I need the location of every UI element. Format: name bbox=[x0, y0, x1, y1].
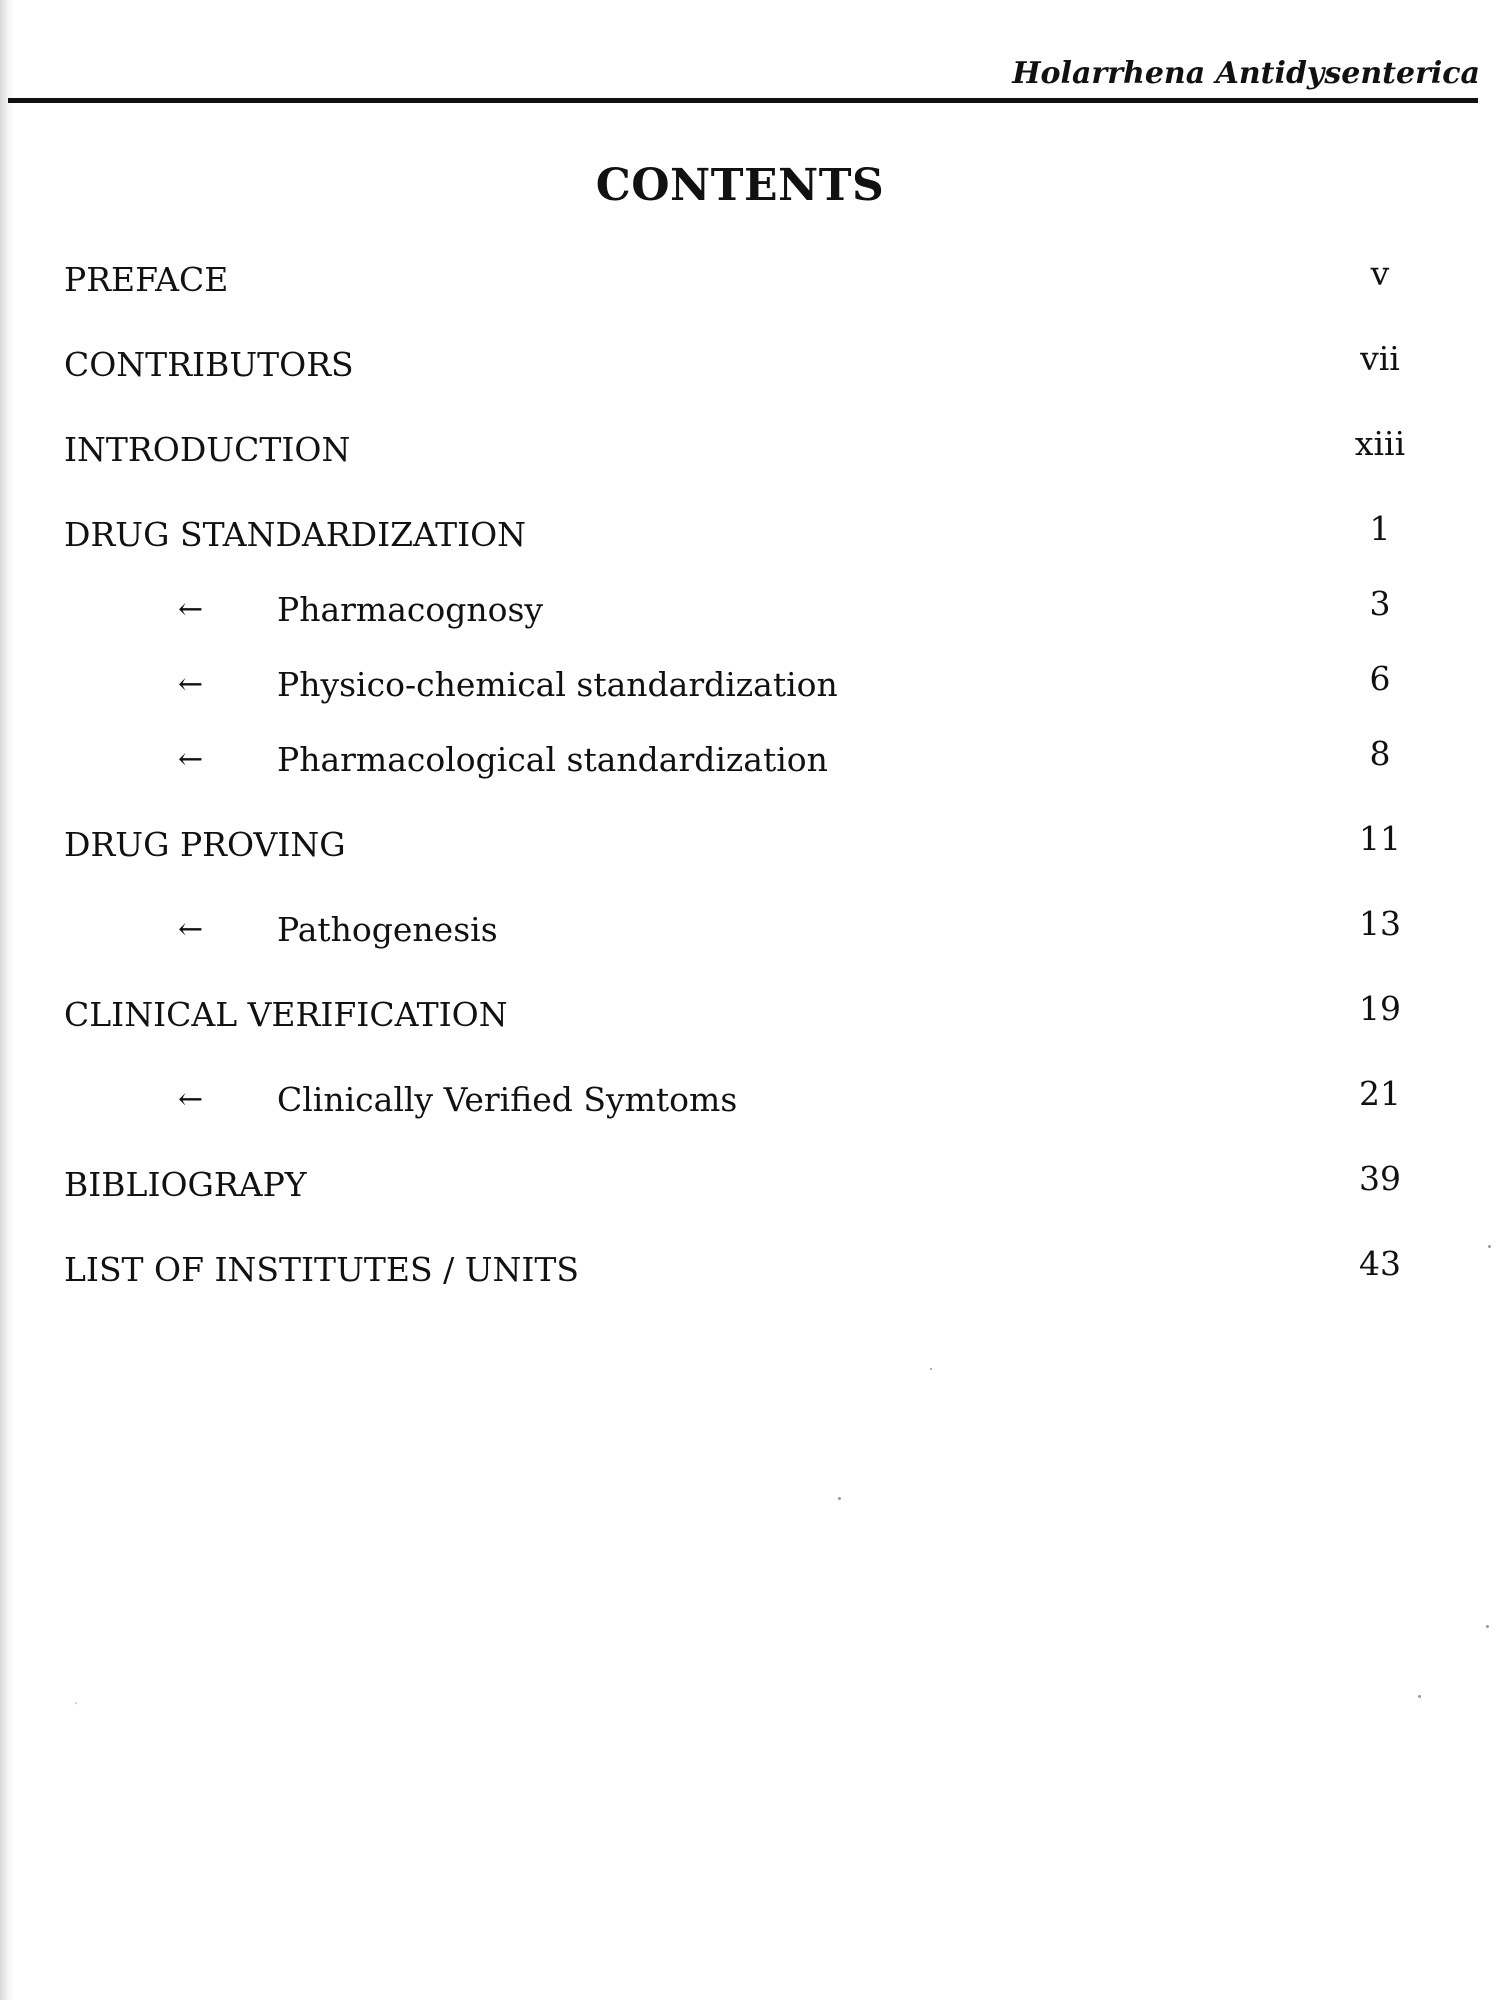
toc-entry-label: Clinically Verified Symtoms bbox=[277, 1080, 738, 1119]
toc-entry-label: Physico-chemical standardization bbox=[277, 665, 838, 704]
toc-entry-label: Pathogenesis bbox=[277, 910, 498, 949]
toc-entry-label: CONTRIBUTORS bbox=[64, 345, 354, 384]
left-arrow-icon: ← bbox=[178, 742, 204, 777]
toc-entry-page-number: 3 bbox=[1369, 584, 1391, 623]
toc-entry-physico-chemical-standardization[interactable] bbox=[0, 660, 1500, 710]
scan-speck bbox=[1486, 1625, 1489, 1628]
toc-entry-label: DRUG PROVING bbox=[64, 825, 346, 864]
toc-entry-label: DRUG STANDARDIZATION bbox=[64, 515, 527, 554]
toc-entry-page-number: 43 bbox=[1359, 1244, 1401, 1283]
toc-entry-bibliograpy[interactable] bbox=[0, 1160, 1500, 1210]
toc-entry-preface[interactable] bbox=[0, 255, 1500, 305]
scan-speck bbox=[1418, 1695, 1421, 1698]
toc-entry-pharmacological-standardization[interactable] bbox=[0, 735, 1500, 785]
left-arrow-icon: ← bbox=[178, 1082, 204, 1117]
toc-entry-drug-standardization[interactable] bbox=[0, 510, 1500, 560]
toc-entry-drug-proving[interactable] bbox=[0, 820, 1500, 870]
toc-entry-page-number: 1 bbox=[1369, 509, 1391, 548]
toc-entry-page-number: 39 bbox=[1359, 1159, 1401, 1198]
toc-entry-page-number: vii bbox=[1360, 339, 1400, 378]
toc-entry-label: CLINICAL VERIFICATION bbox=[64, 995, 508, 1034]
toc-entry-label: LIST OF INSTITUTES / UNITS bbox=[64, 1250, 580, 1289]
toc-entry-page-number: v bbox=[1370, 254, 1390, 293]
scan-speck bbox=[1488, 1245, 1491, 1248]
toc-entry-page-number: 13 bbox=[1359, 904, 1401, 943]
running-header-title: Holarrhena Antidysenterica bbox=[1012, 56, 1480, 91]
toc-entry-clinical-verification[interactable] bbox=[0, 990, 1500, 1040]
toc-entry-label: BIBLIOGRAPY bbox=[64, 1165, 307, 1204]
toc-entry-label: INTRODUCTION bbox=[64, 430, 351, 469]
toc-entry-label: Pharmacognosy bbox=[277, 590, 544, 629]
toc-entry-page-number: 8 bbox=[1369, 734, 1391, 773]
toc-entry-pharmacognosy[interactable] bbox=[0, 585, 1500, 635]
toc-entry-page-number: 19 bbox=[1359, 989, 1401, 1028]
toc-entry-label: Pharmacological standardization bbox=[277, 740, 828, 779]
toc-entry-page-number: 6 bbox=[1369, 659, 1391, 698]
page-title: CONTENTS bbox=[595, 160, 885, 211]
left-arrow-icon: ← bbox=[178, 592, 204, 627]
scan-speck bbox=[75, 1702, 77, 1704]
toc-entry-label: PREFACE bbox=[64, 260, 229, 299]
scan-speck bbox=[930, 1368, 932, 1370]
toc-entry-pathogenesis[interactable] bbox=[0, 905, 1500, 955]
toc-entry-page-number: 21 bbox=[1359, 1074, 1401, 1113]
toc-entry-contributors[interactable] bbox=[0, 340, 1500, 390]
left-arrow-icon: ← bbox=[178, 667, 204, 702]
toc-entry-page-number: xiii bbox=[1354, 424, 1406, 463]
toc-entry-list-of-institutes-units[interactable] bbox=[0, 1245, 1500, 1295]
toc-entry-clinically-verified-symtoms[interactable] bbox=[0, 1075, 1500, 1125]
toc-entry-page-number: 11 bbox=[1359, 819, 1401, 858]
scan-speck bbox=[838, 1497, 841, 1500]
toc-entry-introduction[interactable] bbox=[0, 425, 1500, 475]
left-arrow-icon: ← bbox=[178, 912, 204, 947]
